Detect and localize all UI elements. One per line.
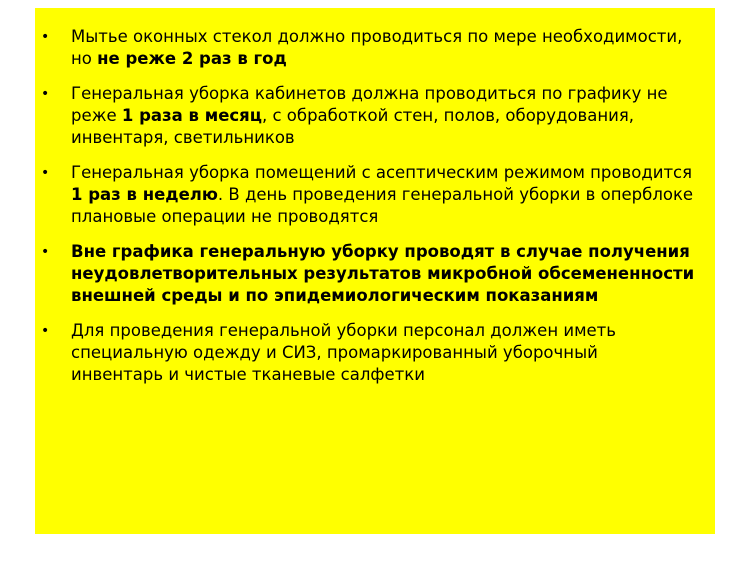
bullet-text: Генеральная уборка помещений с асептическим режимом проводится xyxy=(71,163,693,182)
bullet-item-office-cleaning xyxy=(35,83,695,149)
bullet-list xyxy=(35,26,695,386)
bullet-text-bold: 1 раз в неделю xyxy=(71,185,218,204)
bullet-dot-icon: • xyxy=(41,165,50,181)
bullet-item-staff-equipment xyxy=(35,320,695,386)
bullet-dot-icon: • xyxy=(41,244,50,260)
slide xyxy=(35,8,715,534)
bullet-text-bold: 1 раза в месяц xyxy=(121,106,262,125)
bullet-dot-icon: • xyxy=(41,323,50,339)
bullet-item-unscheduled-cleaning xyxy=(35,241,695,307)
bullet-text: , с обработкой стен, полов, оборудования, инвентаря, светильников xyxy=(71,106,635,147)
bullet-item-aseptic-cleaning xyxy=(35,162,695,228)
bullet-text: . В день проведения генеральной уборки в оперблоке плановые операции не проводятся xyxy=(71,185,694,226)
bullet-item-window-cleaning xyxy=(35,26,695,70)
bullet-text-bold: не реже 2 раз в год xyxy=(97,49,287,68)
bullet-text: Для проведения генеральной уборки персонал должен иметь специальную одежду и СИЗ, промаркированный уборочный инвентарь и чистые тканевые салфетки xyxy=(71,321,617,384)
bullet-dot-icon: • xyxy=(41,86,50,102)
bullet-text: Генеральная уборка кабинетов должна проводиться по графику не реже xyxy=(71,84,668,125)
bullet-dot-icon: • xyxy=(41,29,50,45)
bullet-text-bold: Вне графика генеральную уборку проводят в случае получения неудовлетворительных результатов микробной обсемененности внешней среды и по эпидемиологическим показаниям xyxy=(71,242,695,305)
bullet-text: Мытье оконных стекол должно проводиться по мере необходимости, но xyxy=(71,27,683,68)
